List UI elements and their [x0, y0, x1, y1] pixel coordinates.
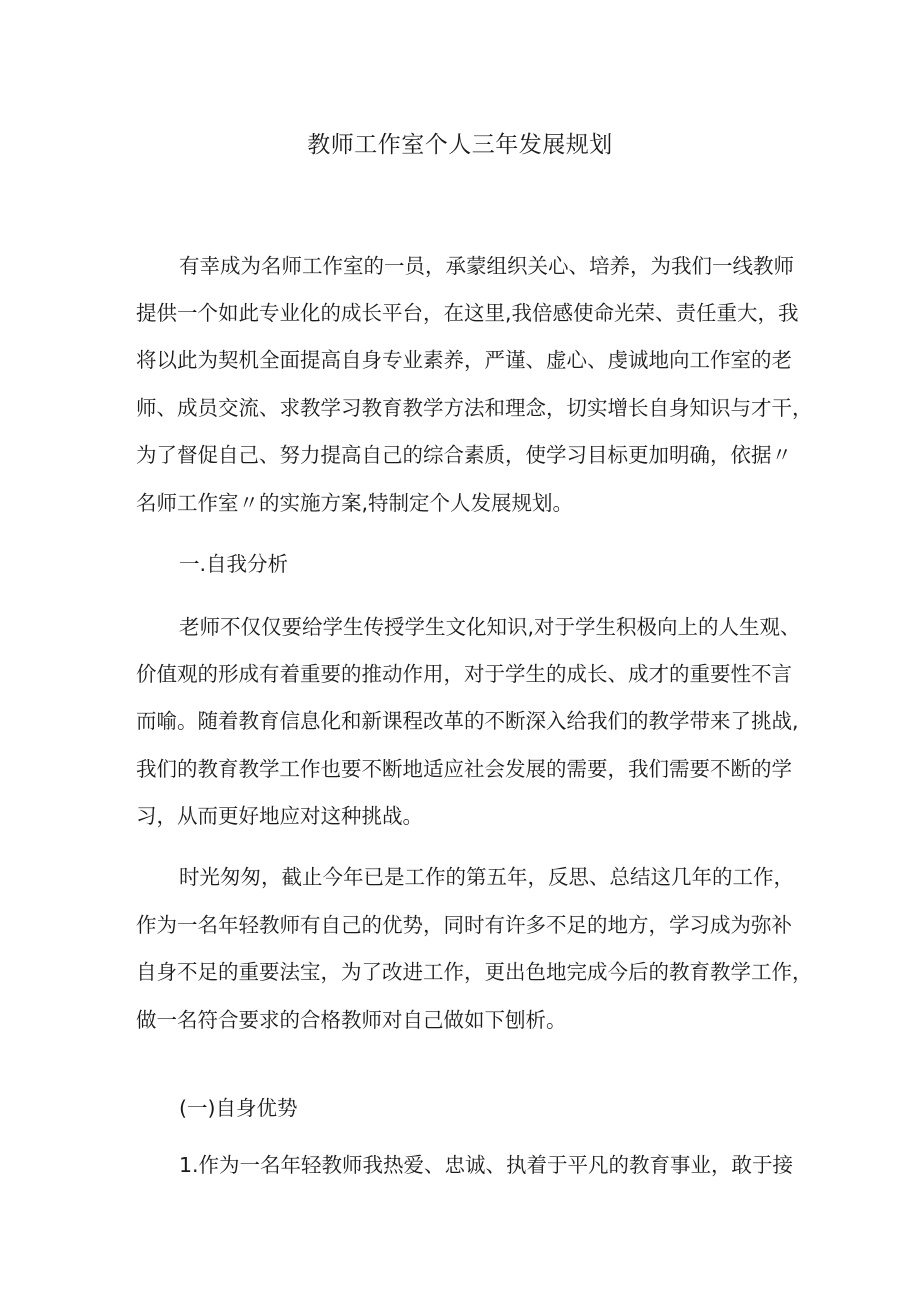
- paragraph-1-line: 名师工作室〃的实施方案,特制定个人发展规划。: [136, 491, 574, 515]
- subsection-heading-strengths: (一)自身优势: [179, 1096, 298, 1120]
- paragraph-1-line: 师、成员交流、求教学习教育教学方法和理念，切实增长自身知识与才干，: [136, 396, 813, 420]
- paragraph-1-line: 提供一个如此专业化的成长平台，在这里,我倍感使命光荣、责任重大，我: [136, 301, 799, 325]
- paragraph-2-line: 我们的教育教学工作也要不断地适应社会发展的需要，我们需要不断的学: [136, 757, 792, 781]
- list-item-1: 1.作为一名年轻教师我热爱、忠诚、执着于平凡的教育事业，敢于接: [179, 1153, 794, 1177]
- paragraph-3-line: 作为一名年轻教师有自己的优势，同时有许多不足的地方，学习成为弥补: [136, 913, 792, 937]
- section-heading-self-analysis: 一.自我分析: [179, 552, 289, 576]
- paragraph-2-line: 价值观的形成有着重要的推动作用，对于学生的成长、成才的重要性不言: [136, 662, 792, 686]
- paragraph-3-line: 自身不足的重要法宝，为了改进工作，更出色地完成今后的教育教学工作，: [136, 960, 813, 984]
- paragraph-1-line: 为了督促自己、努力提高自己的综合素质，使学习目标更加明确，依据〃: [136, 443, 792, 467]
- paragraph-2-line: 而喻。随着教育信息化和新课程改革的不断深入给我们的教学带来了挑战,: [136, 709, 799, 733]
- paragraph-1-line: 将以此为契机全面提高自身专业素养，严谨、虚心、虔诚地向工作室的老: [136, 348, 792, 372]
- paragraph-2-line: 老师不仅仅要给学生传授学生文化知识,对于学生积极向上的人生观、: [179, 615, 801, 639]
- document-title: 教师工作室个人三年发展规划: [307, 132, 613, 158]
- paragraph-2-line: 习，从而更好地应对这种挑战。: [136, 804, 423, 828]
- paragraph-3-line: 做一名符合要求的合格教师对自己做如下刨析。: [136, 1008, 567, 1032]
- paragraph-1-line: 有幸成为名师工作室的一员，承蒙组织关心、培养，为我们一线教师: [179, 254, 794, 278]
- paragraph-3-line: 时光匆匆，截止今年已是工作的第五年，反思、总结这几年的工作，: [179, 865, 794, 889]
